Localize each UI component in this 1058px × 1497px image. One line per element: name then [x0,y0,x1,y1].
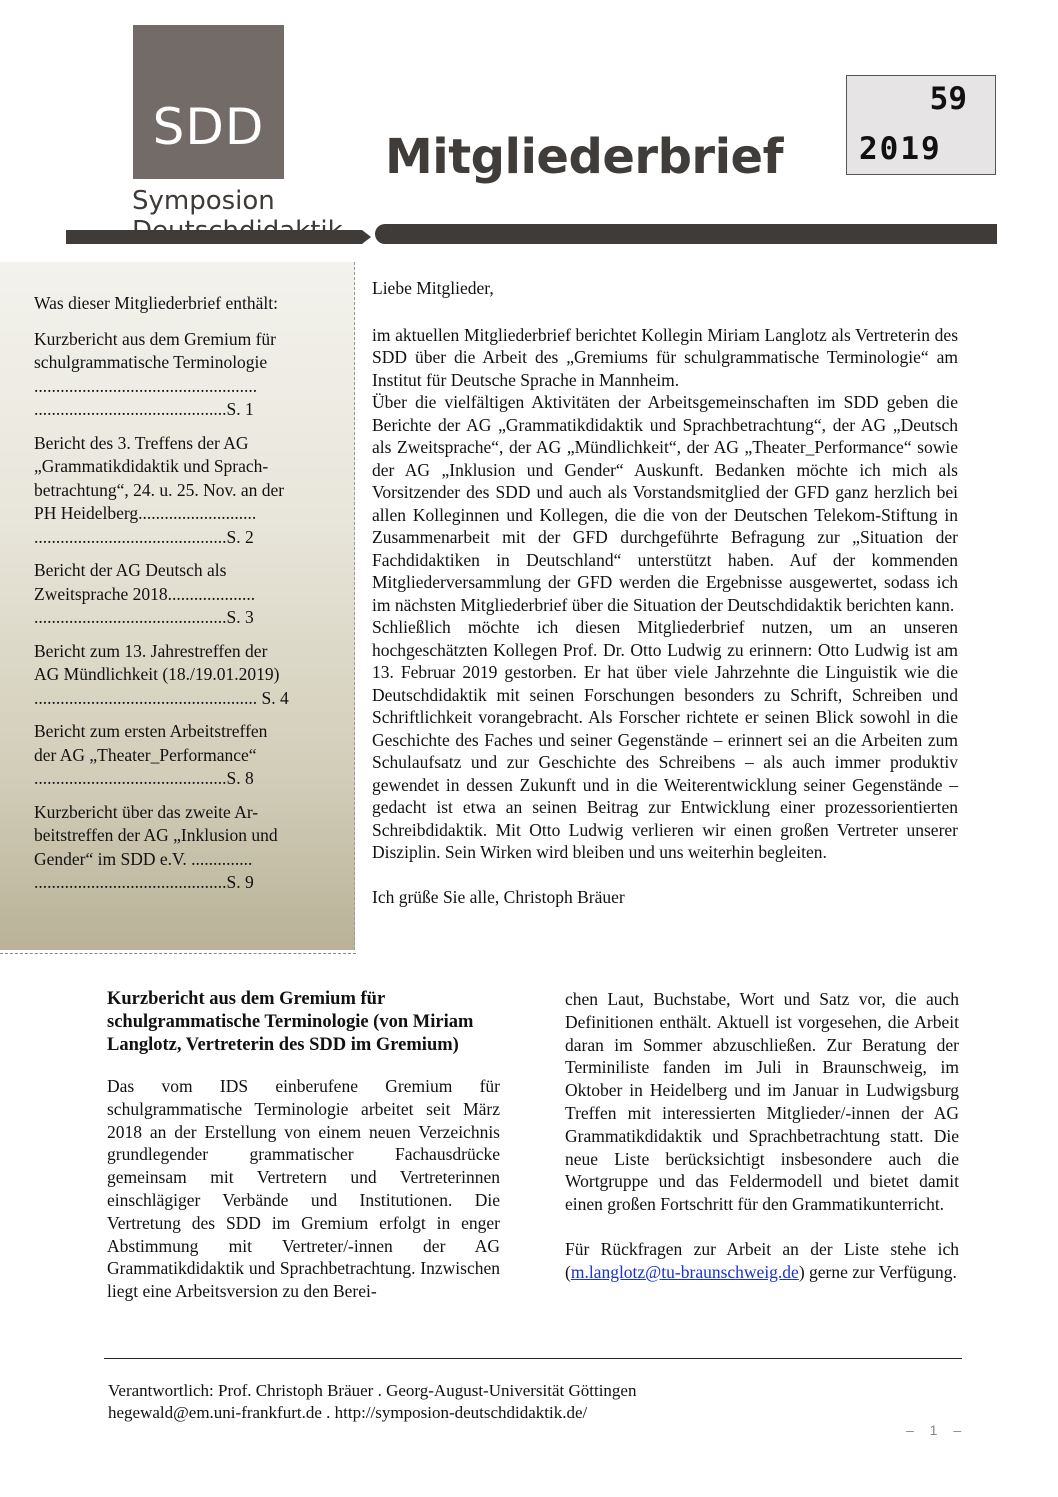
toc-entry[interactable] [34,640,324,711]
toc-page-ref: ............................................S. 3 [34,607,254,627]
logo-text: SDD [152,98,265,156]
toc-page-ref: ............................................S. 2 [34,526,254,547]
toc-heading: Was dieser Mitgliederbrief enthält: [34,293,278,313]
toc-line: schulgrammatische Terminologie [34,352,268,372]
contact-text-after: ) gerne zur Verfügung. [798,1261,957,1282]
letter-body: im aktuellen Mitgliederbrief berichtet Kollegin Miriam Langlotz als Vertreterin des SDD über die Arbeit des „Gremiums für schulgrammatische Terminologie“ am Institut für Deutsche Sprache in Mannheim. Über die vielfältigen Aktivitäten der Arbeitsgemeinschaften im SDD geben die Berichte der AG „Grammatikdidaktik und Sprachbetrachtung“, der AG „Deutsch als Zweitsprache“, der AG „Mündlichkeit“, der AG „Theater_Performance“ sowie der AG „Inklusion und Gender“ Auskunft. Bedanken möchte ich mich als Vorsitzender des SDD und auch als Vorstandsmitglied der GFD ganz herzlich bei allen Kolleginnen und Kollegen, die die von der Deutschen Telekom-Stiftung in Zusammenarbeit mit der GFD durchgeführte Befragung zur „Situation der Fachdidaktiken in Deutschland“ unterstützt haben. Auf der kommenden Mitgliederversammlung der GFD werden die Ergebnisse ausgewertet, sodass ich im nächsten Mitgliederbrief über die Situation der Deutschdidaktik berichten kann. Schließlich möchte ich diesen Mitgliederbrief nutzen, um an unseren hochgeschätzten Kollegen Prof. Dr. Otto Ludwig zu erinnern: Otto Ludwig ist am 13. Februar 2019 gestorben. Er hat über viele Jahrzehnte die Linguistik wie die Deutschdidaktik mit seinen Forschungen besonders zu Schrift, Schreiben und Schriftlichkeit vorangebracht. Als Forscher richtete er seinen Blick sowohl in die Geschichte des Faches und seiner Gegenstände – erinnert sei an die Arbeiten zum Schulaufsatz und zur Geschichte des Schreibens – als auch immer produktiv gewendet in dessen Zukunft und in die Weiterentwicklung seiner Gegenstände – gedacht ist etwa an seinen Beitrag zur Entwicklung einer prozessorientierten Schreibdidaktik. Mit Otto Ludwig verlieren wir einen großen Vertreter unserer Disziplin. Sein Wirken wird bleiben und uns weiterhin begleiten. [372,324,958,862]
issue-box [846,75,996,175]
toc-line: beitstreffen der AG „Inklusion und [34,825,278,845]
toc-page-ref: ............................................S. 8 [34,768,254,788]
letter-signoff: Ich grüße Sie alle, Christoph Bräuer [372,886,625,907]
article-contact [565,1238,959,1284]
toc-line: der AG „Theater_Performance“ [34,744,257,765]
toc-entry[interactable] [34,720,324,791]
toc-line: Zweitsprache 2018.................... [34,583,256,604]
toc-page-ref: ............................................S. 1 [34,399,254,419]
issue-number: 59 [929,81,967,117]
toc-line: Bericht zum ersten Arbeitstreffen [34,721,268,741]
logo-subtitle-line1: Symposion [132,186,275,216]
header-bar-arrow [362,230,371,244]
article-paragraph: Das vom IDS einberufene Gremium für schulgrammatische Terminologie arbeitet seit März 2018 an der Erstellung von einem neuen Verzeichnis grundlegender grammatischer Fachausdrücke gemeinsam mit Vertretern und Vertreterinnen einschlägiger Verbände und Institutionen. Die Vertretung des SDD im Gremium erfolgt in enger Abstimmung mit Vertreter/-innen der AG Grammatikdidaktik und Sprachbetrachtung. Inzwischen liegt eine Arbeitsversion zu den Berei- [107,1076,500,1302]
toc-line: ................................................... [34,375,258,396]
issue-year: 2019 [859,131,942,167]
editorial-letter [372,277,958,908]
toc-line: Kurzbericht über das zweite Ar- [34,801,259,822]
page-number: – 1 – [906,1422,968,1438]
table-of-contents [0,262,355,950]
toc-line: Bericht der AG Deutsch als [34,560,227,580]
toc-page-ref: ............................................S. 9 [34,872,254,892]
toc-line: Kurzbericht aus dem Gremium für [34,328,277,349]
toc-line: „Grammatikdidaktik und Sprach- [34,456,269,476]
article-column-left [107,988,500,1303]
toc-divider [0,953,356,954]
toc-entry[interactable] [34,801,324,895]
contact-text-before: Für Rückfragen zur Arbeit an der Liste stehe ich ( [565,1238,959,1282]
header-bar-right [375,224,997,244]
toc-entry[interactable] [34,432,324,550]
footer-contact: hegewald@em.uni-frankfurt.de . http://symposion-deutschdidaktik.de/ [108,1403,588,1422]
toc-line: AG Mündlichkeit (18./19.01.2019) [34,664,280,684]
footer-responsible: Verantwortlich: Prof. Christoph Bräuer . Georg-August-Universität Göttingen [108,1381,637,1400]
toc-line: Bericht zum 13. Jahrestreffen der [34,640,268,661]
contact-email-link[interactable]: m.langlotz@tu-braunschweig.de [570,1261,799,1282]
letter-salutation: Liebe Mitglieder, [372,278,494,298]
article-column-right [565,988,959,1284]
header-bar-left [66,230,362,244]
toc-page-ref: ................................................... S. 4 [34,687,289,708]
article-title: Kurzbericht aus dem Gremium für schulgrammatische Terminologie (von Miriam Langlotz, Vertreterin des SDD im Gremium) [107,989,474,1055]
article-paragraph: chen Laut, Buchstabe, Wort und Satz vor, die auch Definitionen enthält. Aktuell ist vorgesehen, die Arbeit daran im Sommer abzuschließen. Zur Beratung der Terminiliste fanden im Juli in Braunschweig, im Oktober in Heidelberg und im Januar in Ludwigsburg Treffen mit interessierten Mitglieder/-innen der AG Grammatikdidaktik und Sprachbetrachtung statt. Die neue Liste berücksichtigt insbesondere auch die Wortgruppe und das Feldermodell und bietet damit einen großen Fortschritt für den Grammatikunterricht. [565,989,959,1215]
toc-line: PH Heidelberg........................... [34,503,257,523]
toc-line: Gender“ im SDD e.V. .............. [34,848,253,869]
toc-line: betrachtung“, 24. u. 25. Nov. an der [34,479,285,500]
sdd-logo [133,25,284,179]
footer [108,1380,636,1424]
newsletter-title: Mitgliederbrief [385,129,783,185]
toc-entry[interactable] [34,328,324,422]
toc-entry[interactable] [34,559,324,630]
footer-divider [104,1358,962,1359]
toc-line: Bericht des 3. Treffens der AG [34,432,249,453]
